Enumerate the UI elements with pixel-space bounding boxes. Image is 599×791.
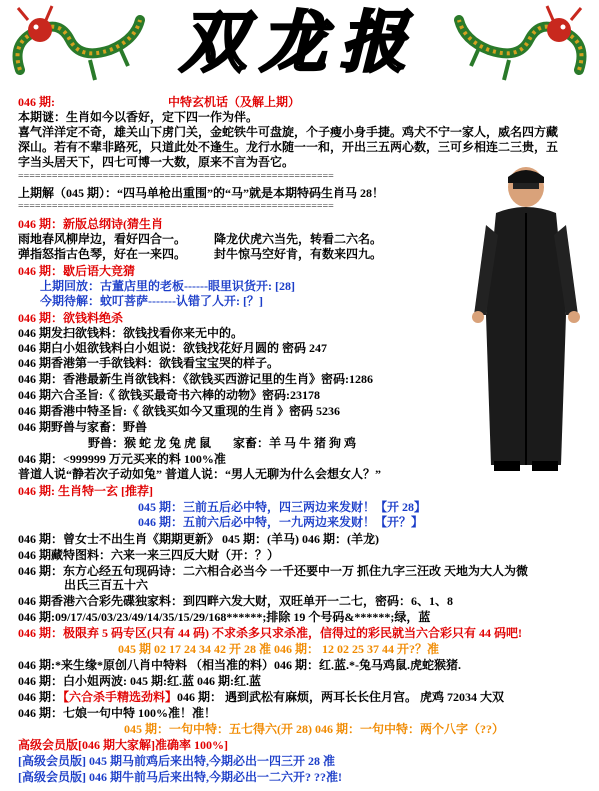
xiehouyu-line: 上期回放：古董店里的老板------眼里识货开: [28] — [40, 279, 295, 293]
standing-man-figure — [466, 165, 586, 475]
separator: ======================================================== — [18, 171, 334, 182]
riddle-line: 深山。若有不辈非路死，只道此处不逢生。龙行水随一一和，开出三五两心数，三可乡相连二三贵，五 — [18, 140, 559, 154]
info-line: 046 期：【六合杀手精选劲料】046 期： 遇到武松有麻烦，两耳长长住月宫。 虎鸡 72034 大双 — [18, 690, 505, 704]
info-line: 046 期：白小姐两波: 045 期:红.蓝 046 期:红.蓝 — [18, 674, 261, 688]
info-line: 046 期藏特图料：六来一来三四反大财（开：？） — [18, 548, 280, 562]
info-line: 045 期 02 17 24 34 42 开 28 准 046 期： 12 02 25 37 44 开?？准 — [118, 642, 440, 656]
separator: ======================================================== — [18, 201, 334, 212]
money-line: 046 期：香港最新生肖欲钱料：《欲钱买西游记里的生肖》密码:1286 — [18, 372, 373, 386]
riddle-header: 046 期: 中特玄机话（及解上期） — [18, 95, 301, 109]
info-line: 046 期:*来生缘*原创八肖中特料 （相当准的料）046 期：红.蓝.*-兔马鸡鼠.虎蛇猴猪. — [18, 658, 461, 672]
xiehouyu-header: 046 期：歇后语大竞猜 — [18, 264, 136, 278]
money-line: 046 期发扫欲钱料：欲钱找看你来无中的。 — [18, 326, 244, 340]
info-line: 出氏三百五十六 — [64, 578, 149, 592]
money-header: 046 期：欲钱料绝杀 — [18, 311, 124, 325]
zodiac-header: 046 期: 生肖特一玄 [推荐] — [18, 484, 153, 498]
member-line: 高级会员版[046 期大家解]准确率 100%] — [18, 738, 228, 752]
money-line: 046 期香港中特圣旨:《 欲钱买如今又重现的生肖 》密码 5236 — [18, 404, 340, 418]
money-line: 046 期香港第一手欲钱料：欲钱看宝宝哭的样子。 — [18, 356, 280, 370]
riddle-line: 本期谜：生肖如今以香好，定下四一作为伴。 — [18, 110, 259, 124]
right-dragon-icon — [449, 0, 599, 92]
poem-line: 弹指怒指古色琴，好在一来四。 封牛惊马空好肯，有数来四九。 — [18, 247, 383, 261]
poem-header: 046 期：新版总纲诗(猜生肖 — [18, 217, 164, 231]
left-dragon-icon — [0, 0, 150, 92]
money-line: 046 期野兽与家畜：野兽 — [18, 420, 148, 434]
page-title: 双龙报 — [180, 7, 420, 80]
member-line: [高级会员版] 046 期牛前马后来出特,今期必出一二六开? ??准! — [18, 770, 342, 784]
money-line: 野兽：猴 蛇 龙 兔 虎 鼠 家畜：羊 马 牛 猪 狗 鸡 — [88, 436, 357, 450]
info-line: 046 期：极限弃 5 码专区(只有 44 码) 不求杀多只求杀准，信得过的彩民就当六合彩只有 44 码吧! — [18, 626, 522, 640]
riddle-line: 喜气洋洋定不奇，雄关山下虏门关，金蛇铁牛可盘旋，个子瘦小身手捷。鸡犬不宁一家人，威名四方藏 — [18, 125, 559, 139]
member-line: 045 期：一句中特：五七得六(开 28) 046 期：一句中特：两个八字（??） — [124, 722, 504, 736]
zodiac-line: 046 期：五前六后必中特，一九两边来发财！【开？】 — [138, 515, 424, 529]
riddle-line: 字当头居天下，四七可博一大数，原来不言为吾它。 — [18, 155, 295, 169]
poem-line: 雨地春风柳岸边，看好四合一。 降龙伏虎六当先，转看二六名。 — [18, 232, 383, 246]
member-line: [高级会员版] 045 期马前鸡后来出特,今期必出一四三开 28 准 — [18, 754, 335, 768]
money-line: 046 期：<999999 万元买来的料 100%准 — [18, 452, 226, 466]
xiehouyu-line: 今期待解：蚊叮菩萨-------认错了人开: [？] — [40, 294, 263, 308]
info-line: 046 期香港六合彩先碟独家料：到四畔六发大财，双旺单开一二七，密码：6、1、8 — [18, 594, 454, 608]
zodiac-line: 045 期：三前五后必中特，四三两边来发财！【开 28】 — [138, 500, 427, 514]
info-line: 046 期：七娘一句中特 100%准！准！ — [18, 706, 217, 720]
info-line: 046 期:09/17/45/03/23/49/14/35/15/29/168******;排除 19 个号码&******;绿，蓝 — [18, 610, 431, 624]
info-line: 046 期：曾女士不出生肖《期期更新》 045 期：(羊马) 046 期：(羊龙) — [18, 532, 379, 546]
money-line: 046 期白小姐欲钱料白小姐说：欲钱找花好月圆的 密码 247 — [18, 341, 328, 355]
info-line: 046 期：东方心经五句现码诗：二六相合必当今 一千还要中一万 抓住九字三汪改 天地为大人为微 — [18, 564, 529, 578]
money-line: 普道人说“静若次子动如兔” 普道人说：“男人无聊为什么会想女人？” — [18, 467, 382, 481]
last-period-answer: 上期解（045 期）：“四马单枪出重围”的“马”就是本期特码生肖马 28！ — [18, 186, 385, 200]
money-line: 046 期六合圣旨:《 欲钱买最奇书六棒的动物》密码:23178 — [18, 388, 320, 402]
